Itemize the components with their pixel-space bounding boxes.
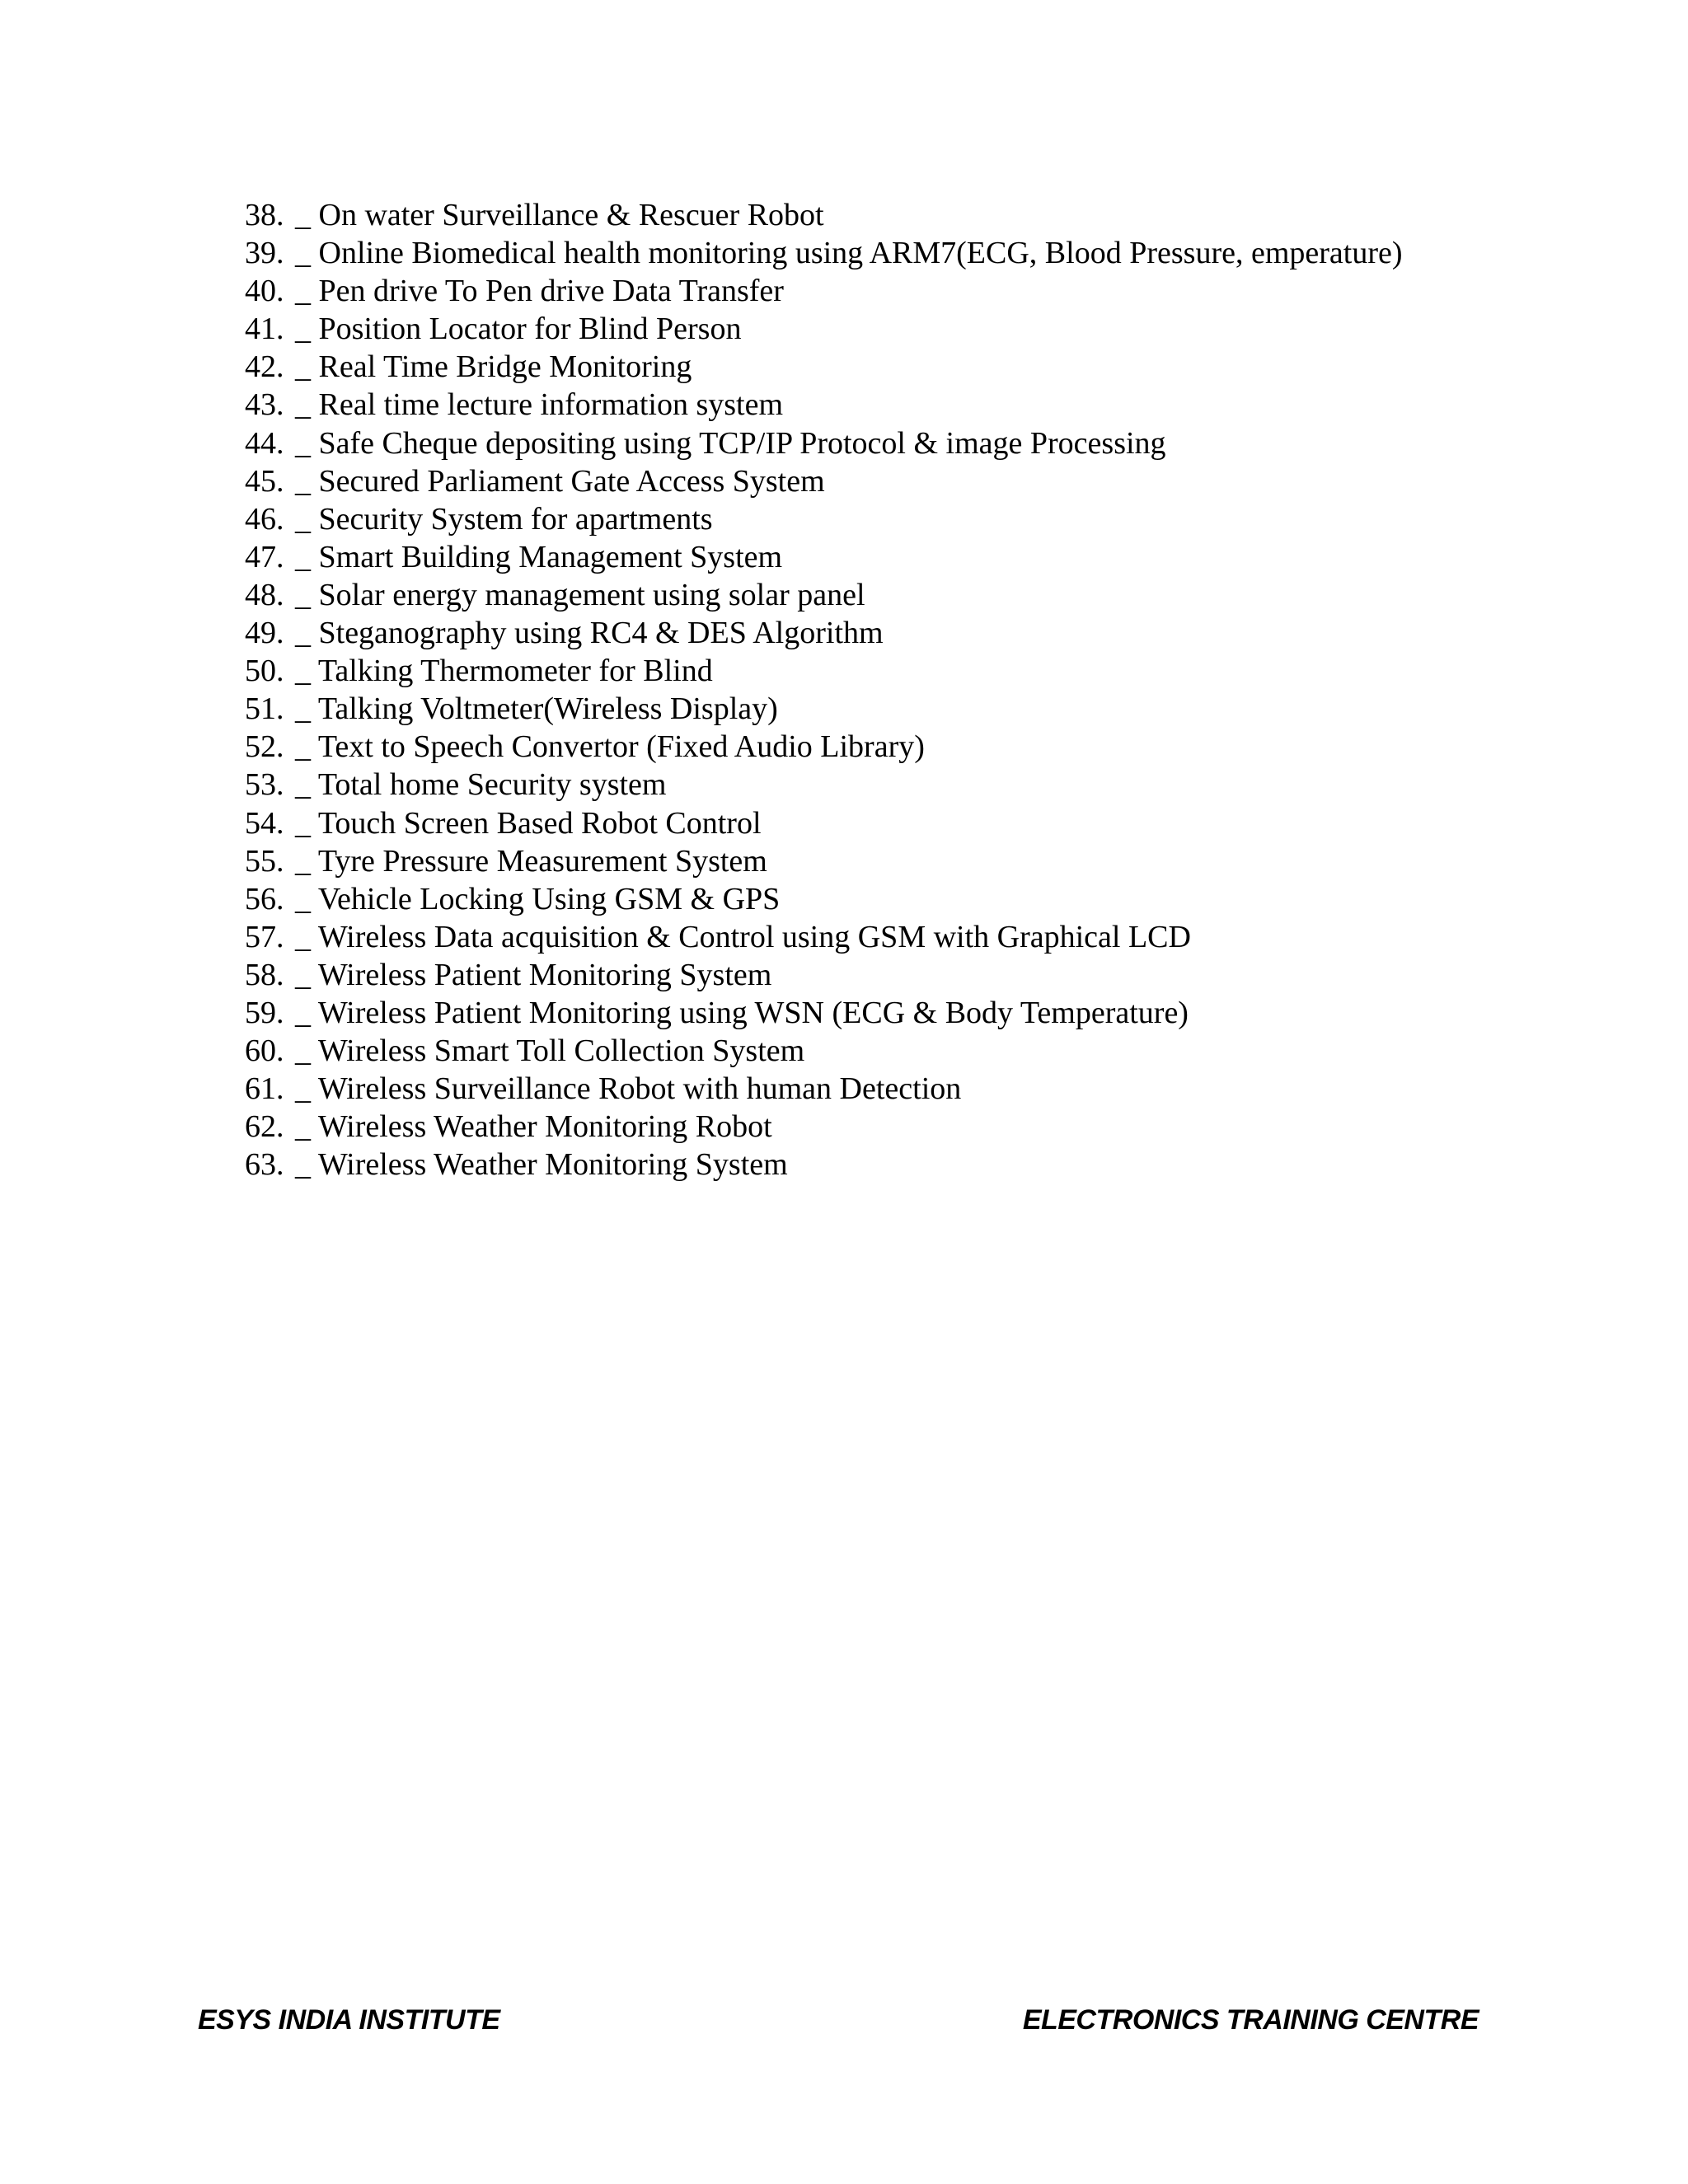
list-item xyxy=(245,652,1564,690)
list-item xyxy=(245,462,1564,500)
list-item xyxy=(245,728,1564,766)
list-item xyxy=(245,918,1564,956)
item-number: 63. xyxy=(245,1147,284,1183)
item-text: _ Online Biomedical health monitoring using ARM7(ECG, Blood Pressure, emperature) xyxy=(295,236,1403,271)
item-number: 53. xyxy=(245,767,284,803)
item-text: _ Wireless Patient Monitoring using WSN (ECG & Body Temperature) xyxy=(295,995,1189,1030)
item-text: _ Real time lecture information system xyxy=(295,387,784,423)
item-text: _ Position Locator for Blind Person xyxy=(295,312,742,347)
list-item xyxy=(245,842,1564,880)
item-number: 42. xyxy=(245,349,284,385)
item-text: _ Wireless Surveillance Robot with human Detection xyxy=(295,1071,962,1107)
item-text: _ Wireless Patient Monitoring System xyxy=(295,957,772,992)
item-number: 39. xyxy=(245,236,284,271)
footer-centre-name: ELECTRONICS TRAINING CENTRE xyxy=(1022,2004,1479,2036)
item-number: 49. xyxy=(245,616,284,651)
item-number: 44. xyxy=(245,425,284,461)
item-number: 58. xyxy=(245,957,284,992)
item-number: 54. xyxy=(245,805,284,841)
item-number: 43. xyxy=(245,387,284,423)
footer-institute-name: ESYS INDIA INSTITUTE xyxy=(198,2004,500,2036)
item-number: 41. xyxy=(245,312,284,347)
item-text: _ Talking Thermometer for Blind xyxy=(295,654,713,689)
list-item xyxy=(245,690,1564,728)
list-item xyxy=(245,1108,1564,1146)
item-text: _ Touch Screen Based Robot Control xyxy=(295,805,762,841)
item-text: _ Wireless Data acquisition & Control using GSM with Graphical LCD xyxy=(295,919,1191,954)
item-number: 51. xyxy=(245,691,284,727)
item-text: _ Security System for apartments xyxy=(295,501,713,537)
item-text: _ Safe Cheque depositing using TCP/IP Protocol & image Processing xyxy=(295,425,1166,461)
item-text: _ Wireless Weather Monitoring Robot xyxy=(295,1109,772,1145)
item-text: _ Total home Security system xyxy=(295,767,667,803)
item-text: _ Talking Voltmeter(Wireless Display) xyxy=(295,691,778,727)
list-item xyxy=(245,880,1564,918)
list-item xyxy=(245,1146,1564,1183)
list-item xyxy=(245,424,1564,462)
item-number: 48. xyxy=(245,577,284,612)
list-item xyxy=(245,234,1564,272)
item-text: _ Secured Parliament Gate Access System xyxy=(295,463,825,499)
item-number: 57. xyxy=(245,919,284,954)
list-item xyxy=(245,1032,1564,1070)
item-number: 61. xyxy=(245,1071,284,1107)
list-item xyxy=(245,272,1564,310)
item-text: _ Solar energy management using solar panel xyxy=(295,577,865,612)
list-item xyxy=(245,538,1564,576)
item-text: _ On water Surveillance & Rescuer Robot xyxy=(295,198,824,232)
item-text: _ Pen drive To Pen drive Data Transfer xyxy=(295,274,784,309)
item-number: 46. xyxy=(245,501,284,537)
item-text: _ Smart Building Management System xyxy=(295,539,783,574)
list-item xyxy=(245,386,1564,424)
list-item xyxy=(245,196,1564,234)
item-text: _ Real Time Bridge Monitoring xyxy=(295,349,692,385)
item-number: 62. xyxy=(245,1109,284,1145)
item-number: 56. xyxy=(245,881,284,916)
item-text: _ Wireless Weather Monitoring System xyxy=(295,1147,788,1183)
item-number: 40. xyxy=(245,274,284,309)
item-number: 50. xyxy=(245,654,284,689)
item-number: 45. xyxy=(245,463,284,499)
item-number: 52. xyxy=(245,729,284,765)
list-item xyxy=(245,1070,1564,1108)
item-number: 59. xyxy=(245,995,284,1030)
project-list xyxy=(245,196,1564,1183)
list-item xyxy=(245,614,1564,652)
list-item xyxy=(245,804,1564,842)
item-text: _ Vehicle Locking Using GSM & GPS xyxy=(295,881,781,916)
list-item xyxy=(245,766,1564,804)
item-text: _ Tyre Pressure Measurement System xyxy=(295,843,767,879)
list-item xyxy=(245,956,1564,994)
list-item xyxy=(245,500,1564,538)
item-number: 55. xyxy=(245,843,284,879)
item-number: 47. xyxy=(245,539,284,574)
list-item xyxy=(245,994,1564,1032)
item-number: 38. xyxy=(245,198,284,232)
item-text: _ Steganography using RC4 & DES Algorithm xyxy=(295,616,884,651)
item-text: _ Text to Speech Convertor (Fixed Audio Library) xyxy=(295,729,925,765)
list-item xyxy=(245,348,1564,386)
list-item xyxy=(245,576,1564,614)
list-item xyxy=(245,310,1564,348)
item-number: 60. xyxy=(245,1033,284,1069)
item-text: _ Wireless Smart Toll Collection System xyxy=(295,1033,805,1069)
